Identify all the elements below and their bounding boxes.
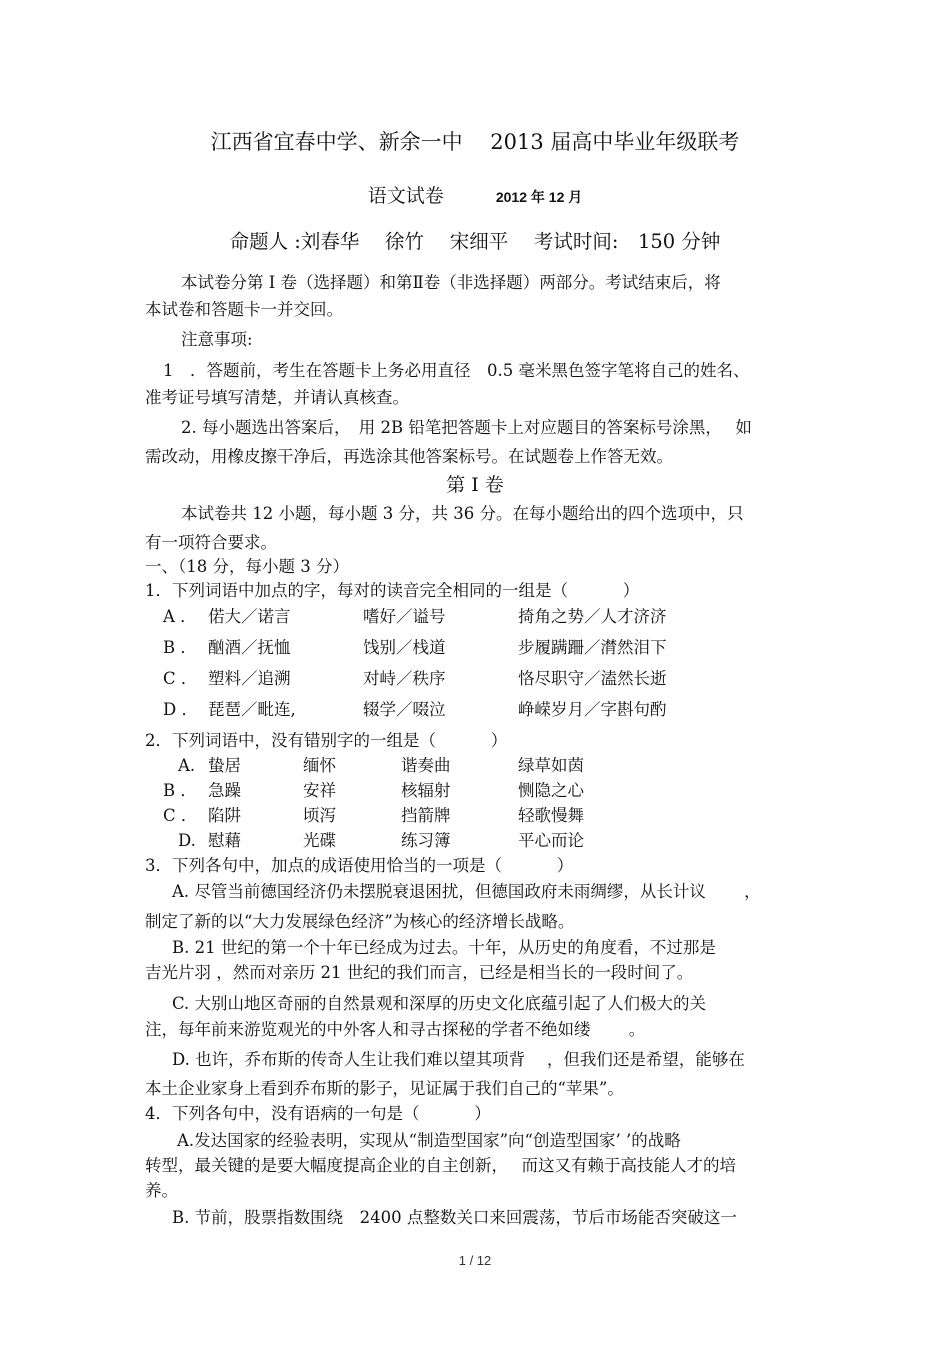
question-4-option-b-line-1: B. 节前，股票指数围绕 2400 点整数关口来回震荡，节后市场能否突破这一 — [172, 1208, 737, 1227]
notice-item-1b: 准考证号填写清楚，并请认真核查。 — [145, 388, 409, 407]
option-word-1: 慰藉 — [208, 831, 241, 850]
option-pair-3: 掎角之势／人才济济 — [518, 607, 667, 626]
notice-item-1a: 1 ．答题前，考生在答题卡上务必用直径 0.5 毫米黑色签字笔将自己的姓名、 — [163, 361, 750, 380]
question-3-option-c-line-1: C. 大别山地区奇丽的自然景观和深厚的历史文化底蕴引起了人们极大的关 — [172, 994, 707, 1013]
question-3-option-b-line-2: 吉光片羽 ，然而对亲历 21 世纪的我们而言，已经是相当长的一段时间了。 — [145, 963, 694, 982]
question-3-option-a-line-1: A. 尽管当前德国经济仍未摆脱衰退困扰，但德国政府未雨绸缪，从长计议 ， — [172, 882, 761, 901]
intro-paragraph-1a: 本试卷分第 Ⅰ 卷（选择题）和第Ⅱ卷（非选择题）两部分。考试结束后，将 — [181, 273, 721, 292]
exam-authors: 命题人 :刘春华 徐竹 宋细平 考试时间: 150 分钟 — [229, 230, 721, 253]
question-3-option-b-line-1: B. 21 世纪的第一个十年已经成为过去。十年，从历史的角度看，不过那是 — [172, 938, 716, 957]
question-3-option-d-line-2: 本土企业家身上看到乔布斯的影子，见证属于我们自己的“苹果”。 — [145, 1079, 624, 1098]
notice-heading: 注意事项: — [181, 330, 253, 349]
question-1-stem: 1．下列词语中加点的字，每对的读音完全相同的一组是（ ） — [145, 581, 640, 600]
option-label: C ． — [163, 806, 198, 825]
option-word-4: 恻隐之心 — [518, 781, 584, 800]
question-1-option-d — [163, 699, 810, 721]
option-pair-1: 偌大／诺言 — [208, 607, 291, 626]
option-word-2: 顷泻 — [303, 806, 336, 825]
page-number: 1 / 12 — [458, 1253, 492, 1268]
option-word-1: 急躁 — [208, 781, 241, 800]
option-word-3: 练习簿 — [401, 831, 451, 850]
part-1-description-a: 本试卷共 12 小题，每小题 3 分，共 36 分。在每小题给出的四个选项中，只 — [181, 504, 744, 523]
option-label: A. — [178, 756, 196, 775]
option-pair-3: 恪尽职守／溘然长逝 — [518, 669, 667, 688]
question-1-option-b — [163, 637, 810, 659]
option-label: D ． — [163, 700, 198, 719]
option-word-2: 安祥 — [303, 781, 336, 800]
option-label: A ． — [163, 607, 197, 626]
notice-item-2a: 2. 每小题选出答案后， 用 2B 铅笔把答题卡上对应题目的答案标号涂黑， 如 — [181, 418, 752, 437]
option-label: B ． — [163, 638, 197, 657]
option-label: B ． — [163, 781, 197, 800]
option-pair-2: 辍学／啜泣 — [363, 700, 446, 719]
question-3-stem: 3．下列各句中，加点的成语使用恰当的一项是（ ） — [145, 856, 574, 875]
option-pair-3: 峥嵘岁月／字斟句酌 — [518, 700, 667, 719]
question-4-option-a-line-2: 转型，最关键的是要大幅度提高企业的自主创新， 而这又有赖于高技能人才的培 — [145, 1156, 736, 1175]
question-1-option-c — [163, 668, 810, 690]
option-word-4: 轻歌慢舞 — [518, 806, 584, 825]
option-word-2: 缅怀 — [303, 756, 336, 775]
option-word-1: 陷阱 — [208, 806, 241, 825]
option-pair-2: 对峙／秩序 — [363, 669, 446, 688]
option-pair-1: 酗酒／抚恤 — [208, 638, 291, 657]
option-word-2: 光碟 — [303, 831, 336, 850]
option-word-1: 蛰居 — [208, 756, 241, 775]
question-3-option-a-line-2: 制定了新的以“大力发展绿色经济”为核心的经济增长战略。 — [145, 912, 575, 931]
question-2-option-a — [178, 755, 825, 777]
question-4-option-a-line-3: 养。 — [145, 1181, 178, 1200]
option-word-3: 挡箭牌 — [401, 806, 451, 825]
option-pair-1: 琵琶／毗连, — [208, 700, 296, 719]
question-4-option-a-line-1: A.发达国家的经验表明，实现从“制造型国家”向“创造型国家’ ’的战略 — [177, 1131, 681, 1150]
section-1-heading: 一、（18 分，每小题 3 分） — [145, 557, 349, 576]
question-2-option-d — [178, 830, 825, 852]
option-pair-2: 饯别／栈道 — [363, 638, 446, 657]
exam-title: 江西省宜春中学、新余一中 2013 届高中毕业年级联考 — [210, 130, 740, 154]
option-word-4: 平心而论 — [518, 831, 584, 850]
exam-subject: 语文试卷 — [367, 185, 444, 207]
option-label: D. — [178, 831, 196, 850]
question-2-option-b — [163, 780, 810, 802]
part-1-heading: 第 Ⅰ 卷 — [446, 474, 504, 496]
question-2-option-c — [163, 805, 810, 827]
question-1-option-a — [163, 606, 810, 628]
question-4-stem: 4．下列各句中，没有语病的一句是（ ） — [145, 1104, 491, 1123]
option-word-3: 核辐射 — [401, 781, 451, 800]
option-pair-3: 步履蹒跚／潸然泪下 — [518, 638, 667, 657]
option-word-3: 谐奏曲 — [401, 756, 451, 775]
exam-subject-date — [0, 183, 950, 210]
intro-paragraph-1b: 本试卷和答题卡一并交回。 — [145, 300, 343, 319]
option-pair-2: 嗜好／谥号 — [363, 607, 446, 626]
part-1-description-b: 有一项符合要求。 — [145, 533, 277, 552]
option-label: C ． — [163, 669, 198, 688]
option-word-4: 绿草如茵 — [518, 756, 584, 775]
exam-date: 2012 年 12 月 — [495, 189, 583, 205]
option-pair-1: 塑料／追溯 — [208, 669, 291, 688]
question-3-option-d-line-1: D. 也许，乔布斯的传奇人生让我们难以望其项背 ，但我们还是希望，能够在 — [172, 1050, 745, 1069]
notice-item-2b: 需改动，用橡皮擦干净后，再选涂其他答案标号。在试题卷上作答无效。 — [145, 447, 673, 466]
question-3-option-c-line-2: 注，每年前来游览观光的中外客人和寻古探秘的学者不绝如缕 。 — [145, 1020, 646, 1039]
question-2-stem: 2．下列词语中，没有错别字的一组是（ ） — [145, 731, 508, 750]
